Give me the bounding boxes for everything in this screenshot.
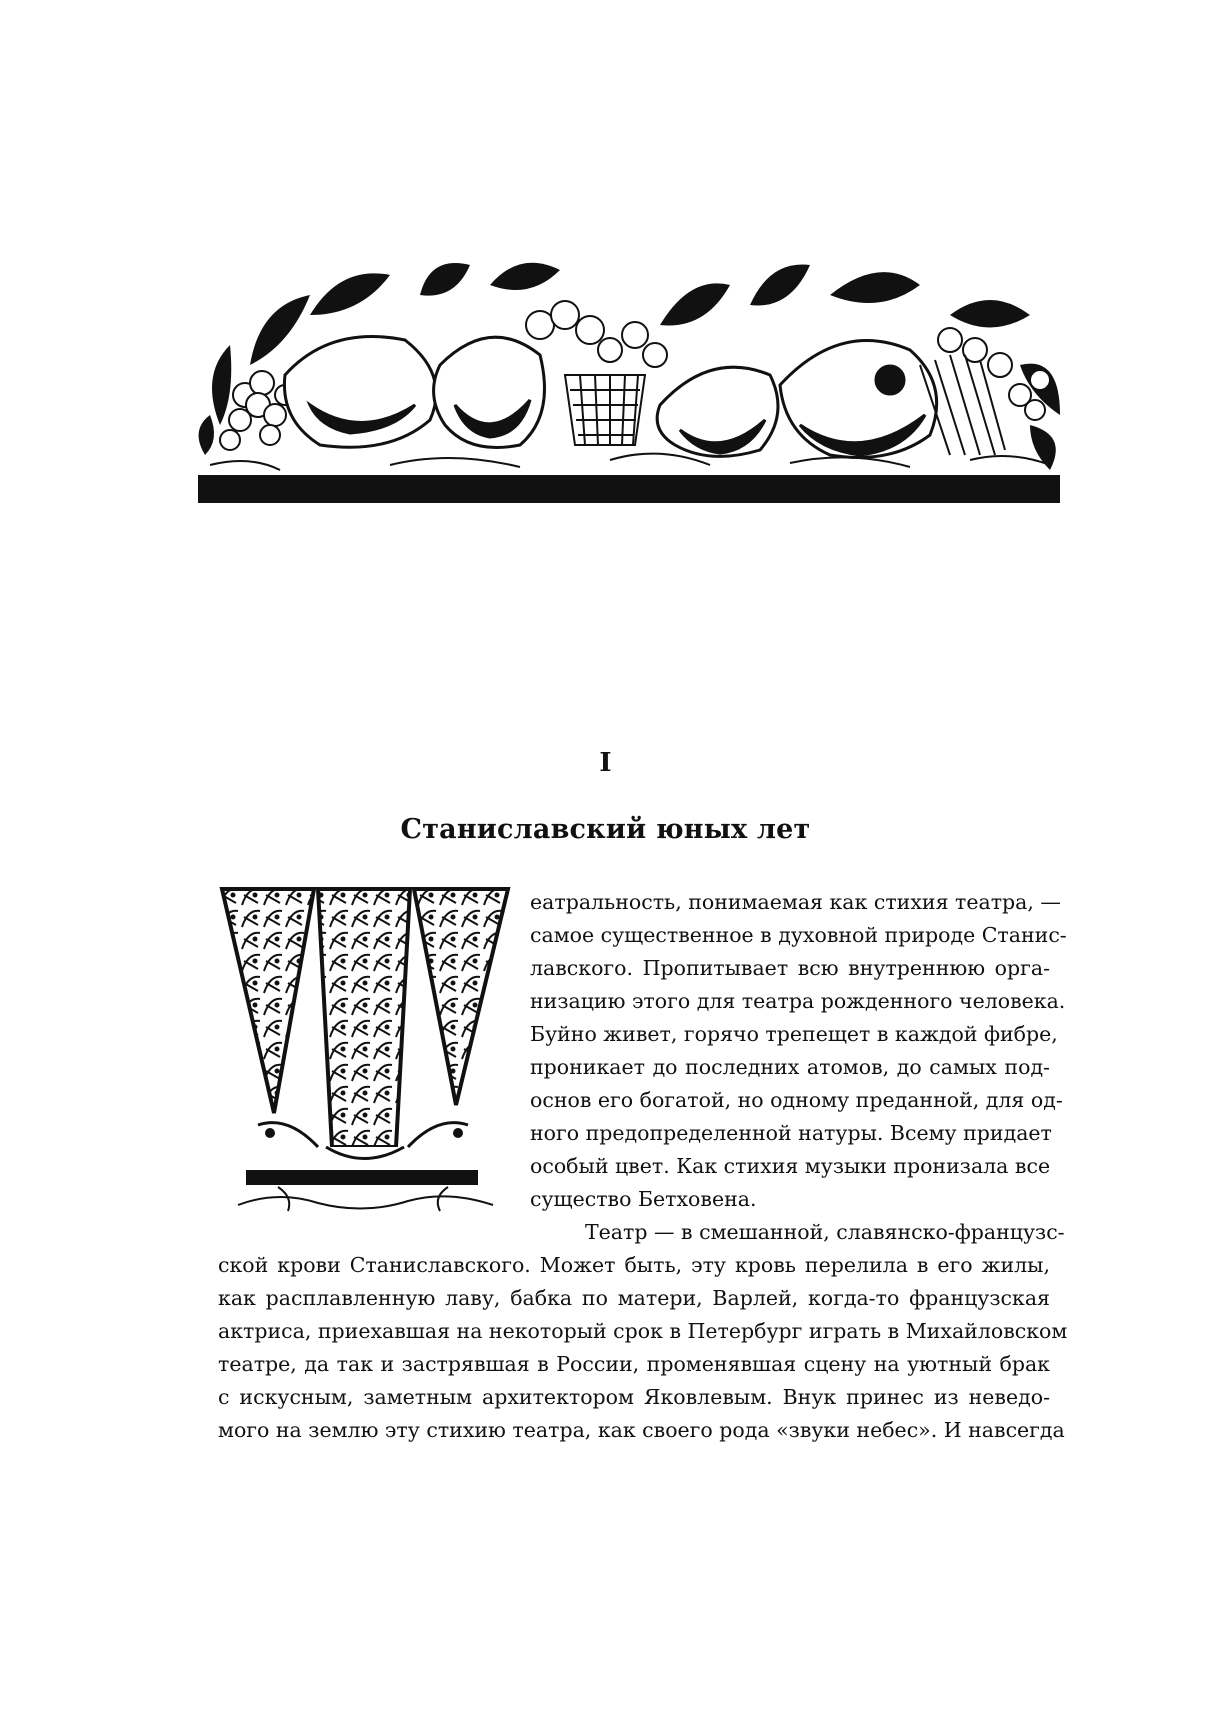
chapter-title: Станиславский юных лет (400, 814, 811, 845)
text-line: еатральность, понимаемая как стихия театра, — (530, 890, 1061, 914)
text-line: основ его богатой, но одному преданной, для од- (530, 1088, 1063, 1112)
text-line: существо Бетховена. (530, 1187, 757, 1211)
text-line: Театр — в смешанной, славянско-французс- (585, 1220, 1065, 1244)
text-line: Буйно живет, горячо трепещет в каждой фибре, (530, 1022, 1058, 1046)
chapter-number: I (599, 748, 612, 778)
headpiece-ornament (190, 255, 1070, 545)
text-line: ской крови Станиславского. Может быть, эту кровь перелила в его жилы, (218, 1253, 1050, 1277)
text-line: низацию этого для театра рожденного человека. (530, 989, 1066, 1013)
text-line: проникает до последних атомов, до самых под- (530, 1055, 1050, 1079)
text-line: актриса, приехавшая на некоторый срок в Петербург играть в Михайловском (218, 1319, 1068, 1343)
text-line: лавского. Пропитывает всю внутреннюю орга- (530, 956, 1050, 980)
theatre-masks-garland-icon (190, 255, 1070, 545)
ornamental-letter-icon (218, 885, 516, 1225)
text-line: театре, да так и застрявшая в России, променявшая сцену на уютный брак (218, 1352, 1050, 1376)
text-line: самое существенное в духовной природе Станис- (530, 923, 1067, 947)
text-line: мого на землю эту стихию театра, как своего рода «звуки небес». И навсегда (218, 1418, 1065, 1442)
text-line: ного предопределенной натуры. Всему придает (530, 1121, 1052, 1145)
text-line: с искусным, заметным архитектором Яковлевым. Внук принес из неведо- (218, 1385, 1050, 1409)
text-line: как расплавленную лаву, бабка по матери, Варлей, когда-то французская (218, 1286, 1050, 1310)
text-line: особый цвет. Как стихия музыки пронизала все (530, 1154, 1051, 1178)
drop-cap (218, 885, 516, 1225)
